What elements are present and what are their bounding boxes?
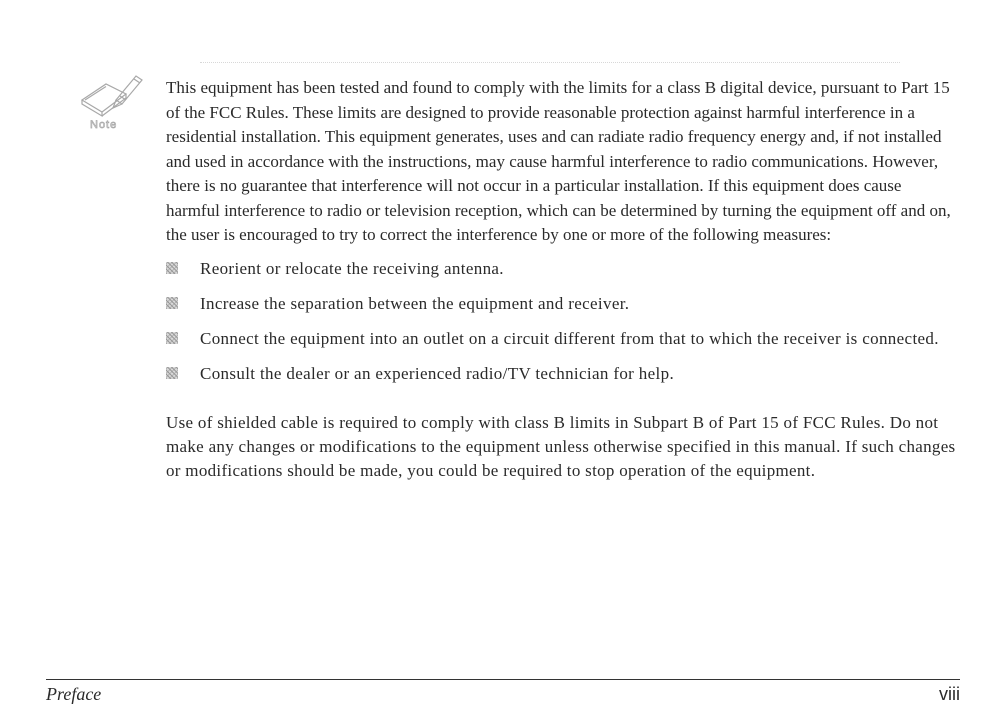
list-item: [166, 292, 956, 315]
page-number: viii: [939, 684, 960, 704]
measure-text: Connect the equipment into an outlet on a circuit different from that to which the receiver is connected.: [200, 328, 939, 348]
note-label: Note: [90, 119, 118, 131]
bullet-square-icon: [166, 297, 178, 309]
top-divider: [200, 62, 900, 63]
footer-section-title: Preface: [46, 684, 102, 704]
measure-text: Increase the separation between the equipment and receiver.: [200, 293, 630, 313]
measures-list: [166, 257, 956, 385]
list-item: [166, 362, 956, 385]
bullet-square-icon: [166, 262, 178, 274]
measure-text: Reorient or relocate the receiving antenna.: [200, 258, 504, 278]
list-item: [166, 327, 956, 350]
document-body: [166, 76, 956, 483]
footer-divider: [46, 679, 960, 680]
note-pencil-icon: [76, 70, 148, 134]
measure-text: Consult the dealer or an experienced radio/TV technician for help.: [200, 363, 675, 383]
bullet-square-icon: [166, 367, 178, 379]
bullet-square-icon: [166, 332, 178, 344]
list-item: [166, 257, 956, 280]
fcc-statement-paragraph: This equipment has been tested and found to comply with the limits for a class B digital device, pursuant to Part 15 of the FCC Rules. These limits are designed to provide reasonable protection against harmful interference in a residential installation. This equipment generates, uses and can radiate radio frequency energy and, if not installed and used in accordance with the instructions, may cause harmful interference to radio communications. However, there is no guarantee that interference will not occur in a particular installation. If this equipment does cause harmful interference to radio or television reception, which can be determined by turning the equipment off and on, the user is encouraged to try to correct the interference by one or more of the following measures:: [166, 78, 951, 244]
shielded-cable-paragraph: Use of shielded cable is required to comply with class B limits in Subpart B of Part 15 of FCC Rules. Do not make any changes or modifications to the equipment unless otherwise specified in this manual. If such changes or modifications should be made, you could be required to stop operation of the equipment.: [166, 412, 956, 480]
